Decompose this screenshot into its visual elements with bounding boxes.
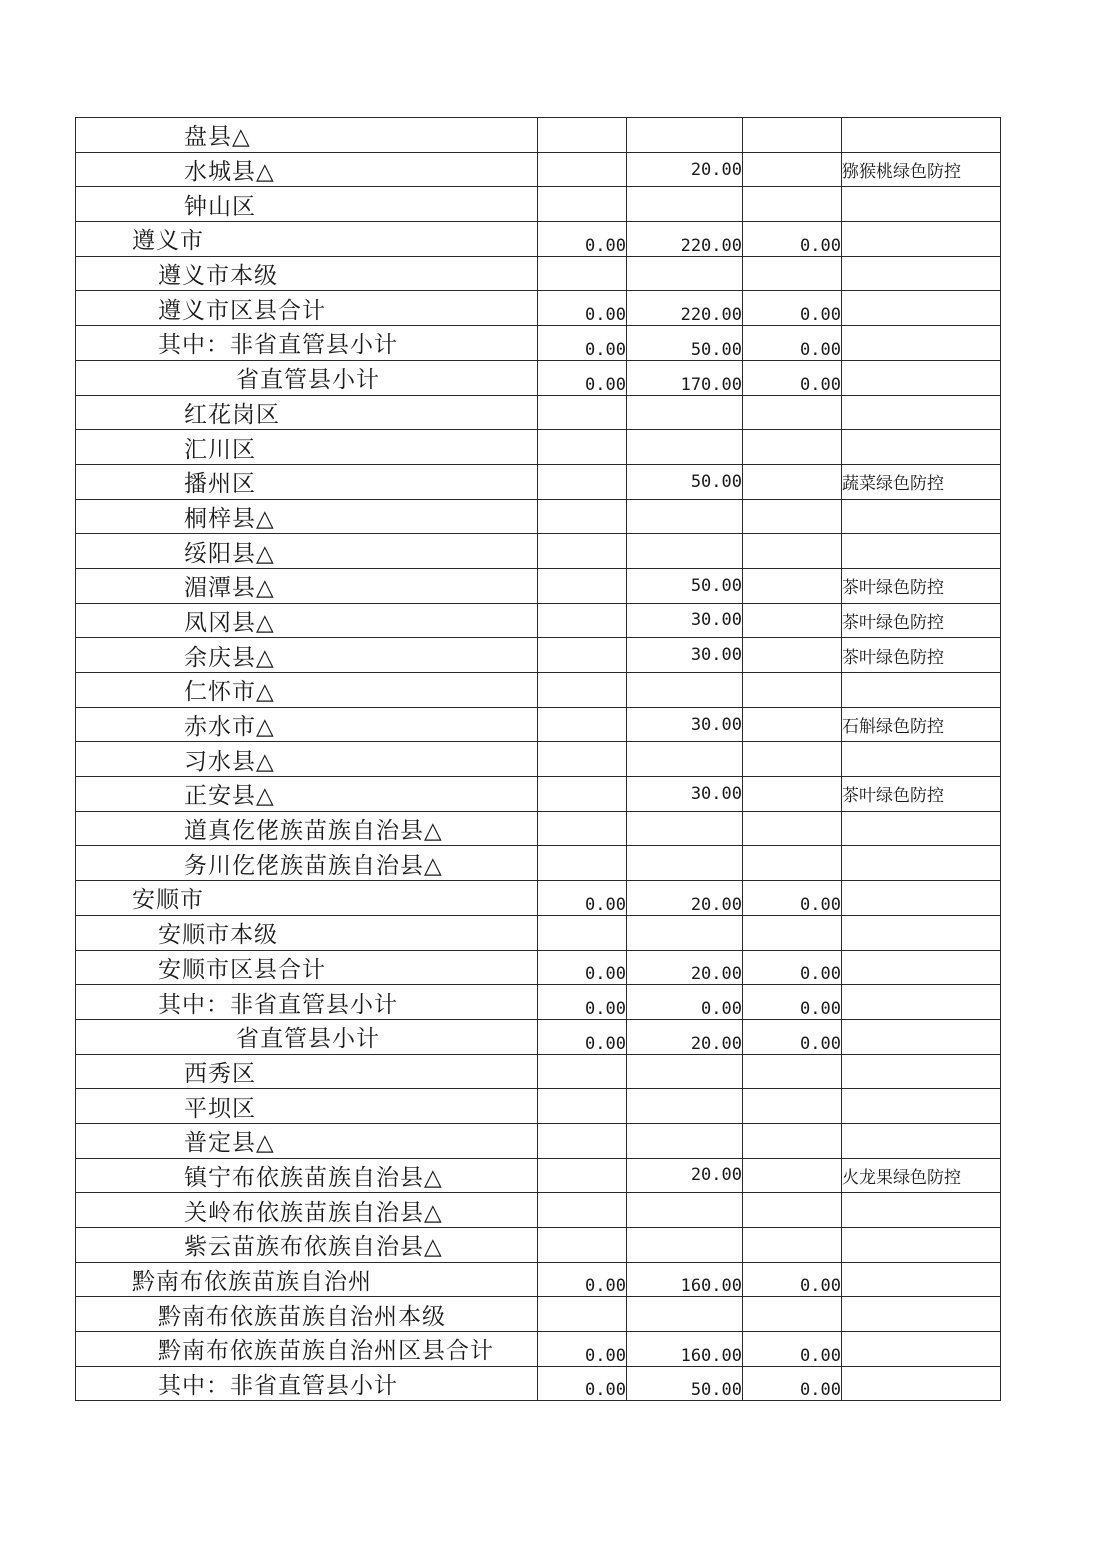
region-name-cell: 其中：非省直管县小计: [76, 1366, 538, 1401]
note-cell: [842, 1054, 1001, 1089]
table-row: [76, 846, 1001, 881]
region-name-cell: 道真仡佬族苗族自治县△: [76, 811, 538, 846]
amount-cell-c: 0.00: [743, 1019, 842, 1054]
amount-cell-a: 0.00: [538, 950, 627, 985]
table-row: [76, 395, 1001, 430]
amount-cell-b: 50.00: [627, 568, 743, 603]
table-row: [76, 1366, 1001, 1401]
note-cell: 茶叶绿色防控: [842, 568, 1001, 603]
amount-cell-b: 220.00: [627, 291, 743, 326]
amount-cell-c: [743, 256, 842, 291]
table-row: [76, 222, 1001, 257]
amount-cell-b: [627, 395, 743, 430]
amount-cell-b: 170.00: [627, 360, 743, 395]
amount-cell-b: 160.00: [627, 1262, 743, 1297]
note-cell: [842, 534, 1001, 569]
amount-cell-c: [743, 1123, 842, 1158]
note-cell: [842, 1366, 1001, 1401]
amount-cell-b: 30.00: [627, 777, 743, 812]
amount-cell-b: 30.00: [627, 603, 743, 638]
amount-cell-b: [627, 1089, 743, 1124]
allocation-table: [75, 117, 1001, 1401]
amount-cell-a: [538, 499, 627, 534]
note-cell: [842, 360, 1001, 395]
note-cell: 火龙果绿色防控: [842, 1158, 1001, 1193]
table-row: [76, 881, 1001, 916]
amount-cell-c: [743, 742, 842, 777]
region-name-cell: 赤水市△: [76, 707, 538, 742]
amount-cell-a: [538, 915, 627, 950]
amount-cell-c: 0.00: [743, 222, 842, 257]
amount-cell-a: [538, 152, 627, 187]
note-cell: 猕猴桃绿色防控: [842, 152, 1001, 187]
amount-cell-a: 0.00: [538, 360, 627, 395]
table-body: [76, 118, 1001, 1401]
amount-cell-b: [627, 118, 743, 153]
amount-cell-c: 0.00: [743, 360, 842, 395]
table-row: [76, 1158, 1001, 1193]
amount-cell-a: [538, 1297, 627, 1332]
amount-cell-b: [627, 187, 743, 222]
amount-cell-a: [538, 1228, 627, 1263]
amount-cell-b: [627, 742, 743, 777]
note-cell: [842, 950, 1001, 985]
amount-cell-a: [538, 777, 627, 812]
amount-cell-c: 0.00: [743, 1332, 842, 1367]
amount-cell-c: [743, 707, 842, 742]
note-cell: 茶叶绿色防控: [842, 777, 1001, 812]
amount-cell-c: [743, 915, 842, 950]
amount-cell-b: [627, 673, 743, 708]
region-name-cell: 安顺市区县合计: [76, 950, 538, 985]
table-row: [76, 118, 1001, 153]
amount-cell-c: 0.00: [743, 1262, 842, 1297]
amount-cell-c: 0.00: [743, 881, 842, 916]
region-name-cell: 普定县△: [76, 1123, 538, 1158]
amount-cell-a: [538, 707, 627, 742]
amount-cell-b: 50.00: [627, 326, 743, 361]
amount-cell-c: [743, 1054, 842, 1089]
table-row: [76, 1332, 1001, 1367]
amount-cell-a: [538, 187, 627, 222]
table-row: [76, 1054, 1001, 1089]
note-cell: [842, 118, 1001, 153]
region-name-cell: 黔南布依族苗族自治州区县合计: [76, 1332, 538, 1367]
table-row: [76, 291, 1001, 326]
region-name-cell: 正安县△: [76, 777, 538, 812]
region-name-cell: 汇川区: [76, 430, 538, 465]
amount-cell-c: [743, 1228, 842, 1263]
region-name-cell: 习水县△: [76, 742, 538, 777]
note-cell: [842, 291, 1001, 326]
table-row: [76, 742, 1001, 777]
amount-cell-c: [743, 464, 842, 499]
note-cell: [842, 811, 1001, 846]
table-row: [76, 638, 1001, 673]
amount-cell-a: 0.00: [538, 1332, 627, 1367]
amount-cell-c: [743, 673, 842, 708]
region-name-cell: 镇宁布依族苗族自治县△: [76, 1158, 538, 1193]
amount-cell-b: [627, 811, 743, 846]
note-cell: [842, 1193, 1001, 1228]
amount-cell-b: 20.00: [627, 1158, 743, 1193]
amount-cell-b: [627, 846, 743, 881]
amount-cell-b: [627, 534, 743, 569]
region-name-cell: 仁怀市△: [76, 673, 538, 708]
amount-cell-b: 20.00: [627, 1019, 743, 1054]
table-row: [76, 499, 1001, 534]
amount-cell-a: 0.00: [538, 222, 627, 257]
amount-cell-a: [538, 430, 627, 465]
region-name-cell: 务川仡佬族苗族自治县△: [76, 846, 538, 881]
amount-cell-c: [743, 568, 842, 603]
amount-cell-c: [743, 395, 842, 430]
table-row: [76, 430, 1001, 465]
amount-cell-b: 30.00: [627, 707, 743, 742]
table-row: [76, 1123, 1001, 1158]
table-row: [76, 1089, 1001, 1124]
note-cell: [842, 1262, 1001, 1297]
amount-cell-c: [743, 1089, 842, 1124]
amount-cell-c: [743, 152, 842, 187]
amount-cell-c: 0.00: [743, 950, 842, 985]
amount-cell-a: [538, 1158, 627, 1193]
note-cell: [842, 256, 1001, 291]
note-cell: [842, 326, 1001, 361]
amount-cell-a: 0.00: [538, 326, 627, 361]
region-name-cell: 遵义市: [76, 222, 538, 257]
amount-cell-a: [538, 534, 627, 569]
note-cell: [842, 673, 1001, 708]
amount-cell-c: [743, 1193, 842, 1228]
amount-cell-c: [743, 187, 842, 222]
amount-cell-c: [743, 638, 842, 673]
region-name-cell: 盘县△: [76, 118, 538, 153]
table-row: [76, 707, 1001, 742]
table-row: [76, 985, 1001, 1020]
amount-cell-a: [538, 811, 627, 846]
region-name-cell: 黔南布依族苗族自治州本级: [76, 1297, 538, 1332]
table-row: [76, 568, 1001, 603]
region-name-cell: 西秀区: [76, 1054, 538, 1089]
region-name-cell: 湄潭县△: [76, 568, 538, 603]
amount-cell-b: [627, 1297, 743, 1332]
region-name-cell: 安顺市: [76, 881, 538, 916]
table-row: [76, 187, 1001, 222]
region-name-cell: 余庆县△: [76, 638, 538, 673]
note-cell: [842, 881, 1001, 916]
amount-cell-c: [743, 1158, 842, 1193]
region-name-cell: 省直管县小计: [76, 360, 538, 395]
region-name-cell: 绥阳县△: [76, 534, 538, 569]
note-cell: [842, 1297, 1001, 1332]
amount-cell-a: 0.00: [538, 1262, 627, 1297]
region-name-cell: 省直管县小计: [76, 1019, 538, 1054]
amount-cell-b: [627, 1193, 743, 1228]
table-row: [76, 256, 1001, 291]
table-row: [76, 673, 1001, 708]
amount-cell-c: [743, 499, 842, 534]
amount-cell-c: [743, 534, 842, 569]
note-cell: [842, 742, 1001, 777]
amount-cell-a: [538, 603, 627, 638]
table-row: [76, 811, 1001, 846]
note-cell: [842, 846, 1001, 881]
note-cell: [842, 395, 1001, 430]
amount-cell-b: [627, 915, 743, 950]
region-name-cell: 紫云苗族布依族自治县△: [76, 1228, 538, 1263]
amount-cell-a: [538, 638, 627, 673]
region-name-cell: 安顺市本级: [76, 915, 538, 950]
note-cell: [842, 915, 1001, 950]
note-cell: [842, 430, 1001, 465]
amount-cell-a: [538, 1123, 627, 1158]
amount-cell-c: 0.00: [743, 1366, 842, 1401]
table-row: [76, 360, 1001, 395]
amount-cell-b: 20.00: [627, 152, 743, 187]
table-row: [76, 534, 1001, 569]
amount-cell-b: 50.00: [627, 464, 743, 499]
amount-cell-b: [627, 1054, 743, 1089]
amount-cell-b: [627, 1228, 743, 1263]
table-row: [76, 1228, 1001, 1263]
note-cell: 石斛绿色防控: [842, 707, 1001, 742]
amount-cell-a: 0.00: [538, 291, 627, 326]
table-row: [76, 326, 1001, 361]
amount-cell-a: [538, 256, 627, 291]
table-row: [76, 1193, 1001, 1228]
amount-cell-a: [538, 118, 627, 153]
note-cell: 茶叶绿色防控: [842, 603, 1001, 638]
region-name-cell: 凤冈县△: [76, 603, 538, 638]
amount-cell-c: [743, 777, 842, 812]
note-cell: 茶叶绿色防控: [842, 638, 1001, 673]
note-cell: [842, 985, 1001, 1020]
region-name-cell: 播州区: [76, 464, 538, 499]
amount-cell-b: 20.00: [627, 950, 743, 985]
table-row: [76, 1262, 1001, 1297]
amount-cell-a: [538, 1193, 627, 1228]
note-cell: [842, 222, 1001, 257]
amount-cell-b: 20.00: [627, 881, 743, 916]
amount-cell-b: 220.00: [627, 222, 743, 257]
amount-cell-a: [538, 395, 627, 430]
region-name-cell: 其中：非省直管县小计: [76, 326, 538, 361]
note-cell: [842, 1123, 1001, 1158]
region-name-cell: 钟山区: [76, 187, 538, 222]
region-name-cell: 红花岗区: [76, 395, 538, 430]
amount-cell-c: [743, 430, 842, 465]
amount-cell-c: [743, 603, 842, 638]
amount-cell-a: 0.00: [538, 881, 627, 916]
region-name-cell: 平坝区: [76, 1089, 538, 1124]
region-name-cell: 水城县△: [76, 152, 538, 187]
amount-cell-b: 30.00: [627, 638, 743, 673]
allocation-table-container: [75, 117, 1000, 1401]
amount-cell-b: [627, 256, 743, 291]
note-cell: [842, 499, 1001, 534]
note-cell: [842, 1089, 1001, 1124]
table-row: [76, 152, 1001, 187]
table-row: [76, 464, 1001, 499]
amount-cell-b: [627, 499, 743, 534]
amount-cell-c: [743, 1297, 842, 1332]
region-name-cell: 黔南布依族苗族自治州: [76, 1262, 538, 1297]
amount-cell-c: 0.00: [743, 291, 842, 326]
amount-cell-a: [538, 673, 627, 708]
amount-cell-b: 50.00: [627, 1366, 743, 1401]
note-cell: [842, 1332, 1001, 1367]
amount-cell-a: [538, 846, 627, 881]
region-name-cell: 关岭布依族苗族自治县△: [76, 1193, 538, 1228]
amount-cell-b: 0.00: [627, 985, 743, 1020]
region-name-cell: 桐梓县△: [76, 499, 538, 534]
amount-cell-a: 0.00: [538, 985, 627, 1020]
note-cell: [842, 1019, 1001, 1054]
table-row: [76, 603, 1001, 638]
amount-cell-a: 0.00: [538, 1019, 627, 1054]
amount-cell-a: [538, 464, 627, 499]
table-row: [76, 1019, 1001, 1054]
amount-cell-b: 160.00: [627, 1332, 743, 1367]
table-row: [76, 915, 1001, 950]
amount-cell-c: [743, 118, 842, 153]
amount-cell-a: [538, 1089, 627, 1124]
amount-cell-a: 0.00: [538, 1366, 627, 1401]
amount-cell-a: [538, 1054, 627, 1089]
note-cell: [842, 1228, 1001, 1263]
region-name-cell: 遵义市区县合计: [76, 291, 538, 326]
amount-cell-b: [627, 1123, 743, 1158]
amount-cell-c: [743, 811, 842, 846]
note-cell: 蔬菜绿色防控: [842, 464, 1001, 499]
table-row: [76, 777, 1001, 812]
amount-cell-a: [538, 568, 627, 603]
region-name-cell: 其中：非省直管县小计: [76, 985, 538, 1020]
amount-cell-c: 0.00: [743, 326, 842, 361]
amount-cell-b: [627, 430, 743, 465]
amount-cell-c: [743, 846, 842, 881]
table-row: [76, 950, 1001, 985]
region-name-cell: 遵义市本级: [76, 256, 538, 291]
amount-cell-a: [538, 742, 627, 777]
table-row: [76, 1297, 1001, 1332]
note-cell: [842, 187, 1001, 222]
amount-cell-c: 0.00: [743, 985, 842, 1020]
